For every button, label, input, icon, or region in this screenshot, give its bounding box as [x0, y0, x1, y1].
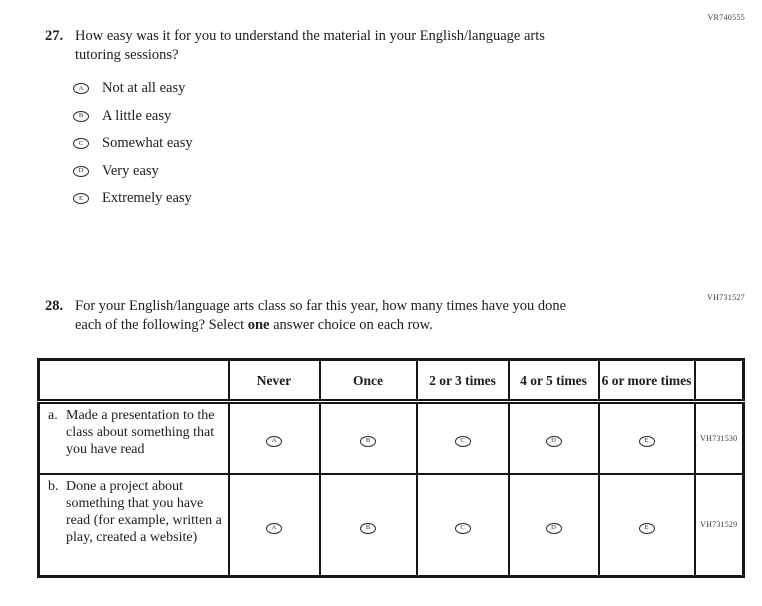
- question-27-text: [75, 27, 545, 65]
- question-28-line-1: For your English/language arts class so far this year, how many times have you done: [75, 298, 567, 314]
- header-4-or-5-times: 4 or 5 times: [509, 360, 599, 402]
- row-b-label-cell: [39, 474, 229, 577]
- question-28-text: [75, 297, 566, 335]
- header-2-or-3-times: 2 or 3 times: [417, 360, 509, 402]
- answer-bubble-b[interactable]: B: [73, 111, 89, 122]
- question-28: [45, 297, 566, 335]
- cell-a-once[interactable]: [320, 402, 417, 474]
- answer-bubble-c[interactable]: C: [455, 436, 471, 447]
- answer-bubble-a[interactable]: A: [73, 83, 89, 94]
- row-a-label: Made a presentation to the class about something that you have read: [66, 408, 215, 457]
- question-28-line-2: each of the following? Select one answer choice on each row.: [75, 317, 433, 333]
- option-a-little-easy[interactable]: [73, 103, 545, 131]
- cell-a-6-or-more-times[interactable]: [599, 402, 695, 474]
- option-very-easy[interactable]: [73, 158, 545, 186]
- table-header-row: [39, 360, 744, 402]
- cell-b-once[interactable]: [320, 474, 417, 577]
- answer-bubble-a[interactable]: A: [266, 436, 282, 447]
- option-not-at-all-easy[interactable]: [73, 75, 545, 103]
- table-row-b: [39, 474, 744, 577]
- answer-bubble-b[interactable]: B: [360, 436, 376, 447]
- answer-bubble-c[interactable]: C: [73, 138, 89, 149]
- cell-a-4-or-5-times[interactable]: [509, 402, 599, 474]
- question-27: [45, 27, 545, 213]
- row-a-form-code: VH731530: [695, 402, 744, 474]
- cell-b-6-or-more-times[interactable]: [599, 474, 695, 577]
- question-28-number: 28.: [45, 298, 64, 314]
- header-code-column: [695, 360, 744, 402]
- cell-b-4-or-5-times[interactable]: [509, 474, 599, 577]
- answer-bubble-e[interactable]: E: [73, 193, 89, 204]
- answer-bubble-d[interactable]: D: [546, 523, 562, 534]
- question-27-line-2: tutoring sessions?: [75, 47, 179, 63]
- row-a-marker: a.: [48, 408, 58, 423]
- cell-a-never[interactable]: [229, 402, 320, 474]
- q28-frequency-table: [37, 358, 745, 578]
- option-somewhat-easy[interactable]: [73, 130, 545, 158]
- option-label: Very easy: [102, 162, 159, 179]
- answer-bubble-a[interactable]: A: [266, 523, 282, 534]
- question-27-line-1: How easy was it for you to understand the material in your English/language arts: [75, 28, 545, 44]
- option-label: A little easy: [102, 107, 172, 124]
- cell-b-2-or-3-times[interactable]: [417, 474, 509, 577]
- row-b-marker: b.: [48, 478, 59, 494]
- option-label: Extremely easy: [102, 190, 192, 207]
- table-row-a: [39, 402, 744, 474]
- cell-b-never[interactable]: [229, 474, 320, 577]
- header-once: Once: [320, 360, 417, 402]
- row-b-form-code: VH731529: [695, 474, 744, 577]
- row-a-label-cell: [39, 402, 229, 474]
- form-code-q27: VR740555: [707, 13, 745, 22]
- form-code-q28: VH731527: [707, 293, 745, 302]
- header-6-or-more-times: 6 or more times: [599, 360, 695, 402]
- option-extremely-easy[interactable]: [73, 185, 545, 213]
- answer-bubble-d[interactable]: D: [546, 436, 562, 447]
- answer-bubble-c[interactable]: C: [455, 523, 471, 534]
- bold-one: one: [247, 317, 270, 333]
- option-label: Somewhat easy: [102, 135, 193, 152]
- answer-bubble-b[interactable]: B: [360, 523, 376, 534]
- cell-a-2-or-3-times[interactable]: [417, 402, 509, 474]
- header-never: Never: [229, 360, 320, 402]
- question-27-options: [73, 75, 545, 213]
- question-27-number: 27.: [45, 28, 64, 44]
- answer-bubble-e[interactable]: E: [639, 523, 655, 534]
- answer-bubble-e[interactable]: E: [639, 436, 655, 447]
- row-b-label: Done a project about something that you have read (for example, written a play, created a website): [66, 478, 222, 545]
- answer-bubble-d[interactable]: D: [73, 166, 89, 177]
- header-empty: [39, 360, 229, 402]
- option-label: Not at all easy: [102, 80, 186, 97]
